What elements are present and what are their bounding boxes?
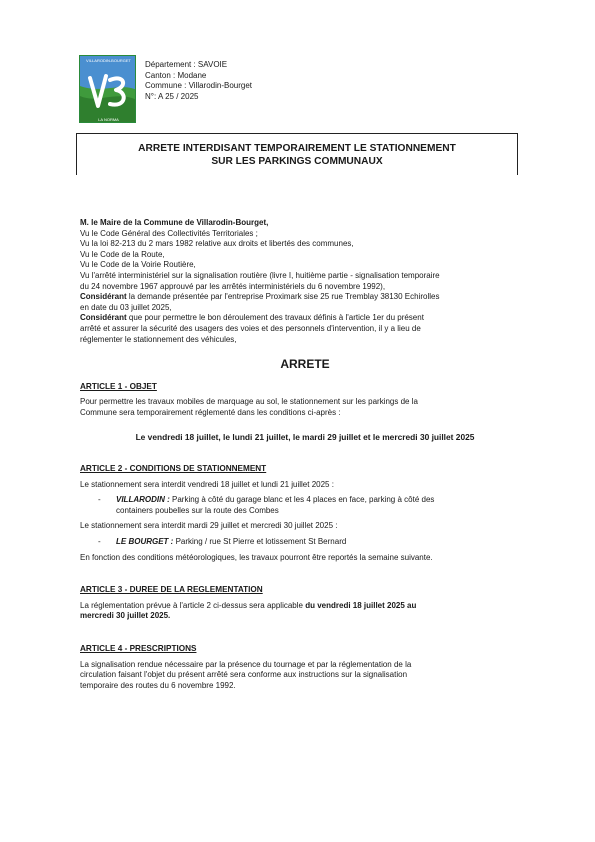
maire-line: M. le Maire de la Commune de Villarodin-Bourget, (80, 218, 269, 227)
article-3-heading: ARTICLE 3 - DUREE DE LA REGLEMENTATION (80, 585, 263, 595)
bullet-1-label: VILLARODIN : (116, 495, 170, 505)
considerant-label: Considérant (80, 313, 127, 323)
title-line-2: SUR LES PARKINGS COMMUNAUX (211, 156, 383, 167)
logo-top-text: VILLARODIN-BOURGET (86, 58, 131, 63)
article-2-bullet-2 (80, 537, 530, 548)
vu-code-route: Vu le Code de la Route, (80, 249, 165, 259)
article-1-heading: ARTICLE 1 - OBJET (80, 381, 157, 391)
canton: Canton : Modane (145, 70, 207, 80)
article-3-text-2: mercredi 30 juillet 2025. (80, 611, 171, 621)
title-line-1: ARRETE INTERDISANT TEMPORAIREMENT LE STATIONNEMENT (138, 143, 456, 154)
departement: Département : SAVOIE (145, 60, 228, 69)
arrete-heading: ARRETE (280, 357, 330, 372)
article-4-text-3: temporaire des routes du 6 novembre 1992. (80, 680, 236, 690)
article-4-text-2: circulation faisant l'objet du présent arrêté sera conforme aux instructions sur la signalisation (80, 670, 408, 680)
arrete-number: N°: A 25 / 2025 (145, 91, 199, 101)
article-2-text-2: Le stationnement sera interdit mardi 29 juillet et mercredi 30 juillet 2025 : (80, 521, 338, 531)
article-3-text-1 (80, 601, 530, 612)
article-2-bullet-1 (80, 495, 530, 506)
document-title (76, 133, 518, 175)
bullet-2-text: Parking / rue St Pierre et lotissement St Bernard (173, 537, 347, 547)
bullet-2-label: LE BOURGET : (116, 537, 174, 547)
considerant-1-line-1 (80, 292, 530, 303)
commune: Commune : Villarodin-Bourget (145, 81, 253, 90)
logo-bottom-text: LA NORMA (98, 117, 119, 122)
considerant-2-line-2: arrêté et assurer la sécurité des usagers des voies et des personnels d'intervention, il y a lieu de (80, 323, 421, 333)
article-2-text-3: En fonction des conditions météorologiques, les travaux pourront être reportés la semaine suivante. (80, 552, 433, 562)
considerant-2-line-1 (80, 313, 530, 324)
vu-arrete-line-1: Vu l'arrêté interministériel sur la signalisation routière (livre I, huitième partie - signalisation temporaire (80, 270, 440, 280)
vu-code-voirie: Vu le Code de la Voirie Routière, (80, 260, 196, 270)
document-body (80, 218, 530, 691)
considerant-2-text: que pour permettre le bon déroulement des travaux définis à l'article 1er du présent (126, 313, 424, 323)
considerant-label: Considérant (80, 292, 127, 302)
article-2-bullet-1-cont: containers poubelles sur la route des Combes (116, 505, 279, 515)
article-1-dates: Le vendredi 18 juillet, le lundi 21 juillet, le mardi 29 juillet et le mercredi 30 juillet 2025 (135, 431, 475, 442)
article-3-text-1b: du vendredi 18 juillet 2025 au (305, 600, 417, 610)
bullet-dash: - (98, 537, 101, 547)
article-1-text-1: Pour permettre les travaux mobiles de marquage au sol, le stationnement sur les parkings de la (80, 397, 418, 407)
article-2-heading: ARTICLE 2 - CONDITIONS DE STATIONNEMENT (80, 464, 267, 474)
article-1-text-2: Commune sera temporairement réglementé dans les conditions ci-après : (80, 407, 341, 417)
considerant-1-text: la demande présentée par l'entreprise Proximark sise 25 rue Tremblay 38130 Echirolles (126, 292, 440, 302)
commune-logo (79, 55, 136, 123)
vu-arrete-line-2: du 24 novembre 1967 approuvé par les arrêtés interministériels du 6 novembre 1992), (80, 281, 386, 291)
vu-cgct: Vu le Code Général des Collectivités Territoriales ; (80, 228, 258, 238)
header-info (145, 60, 252, 102)
article-4-text-1: La signalisation rendue nécessaire par la présence du tournage et par la réglementation de la (80, 659, 412, 669)
bullet-1-text: Parking à côté du garage blanc et les 4 places en face, parking à côté des (169, 495, 435, 505)
article-4-heading: ARTICLE 4 - PRESCRIPTIONS (80, 644, 197, 654)
considerant-1-line-2: en date du 03 juillet 2025, (80, 302, 172, 312)
article-3-text-1a: La réglementation prévue à l'article 2 ci-dessus sera applicable (80, 600, 306, 610)
article-2-text-1: Le stationnement sera interdit vendredi 18 juillet et lundi 21 juillet 2025 : (80, 479, 334, 489)
commune-logo-graphic (80, 56, 136, 123)
considerant-2-line-3: réglementer le stationnement des véhicules, (80, 334, 237, 344)
bullet-dash: - (98, 495, 101, 505)
vu-loi: Vu la loi 82-213 du 2 mars 1982 relative aux droits et libertés des communes, (80, 239, 354, 249)
